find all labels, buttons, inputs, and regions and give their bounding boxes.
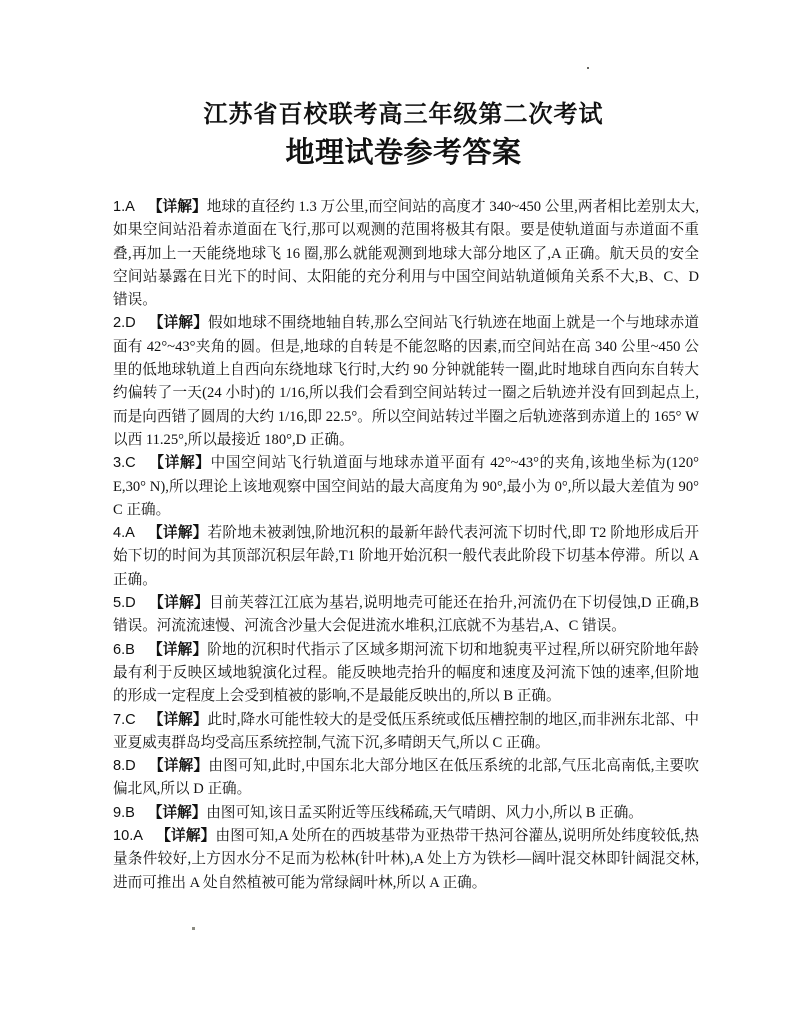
answer-number: 10.A bbox=[113, 828, 144, 845]
answer-number: 2.D bbox=[113, 315, 136, 332]
answer-number: 6.B bbox=[113, 641, 135, 658]
answer-text: 中国空间站飞行轨道面与地球赤道平面有 42°~43°的夹角,该地坐标为(120° E,30° N),所以理论上该地观察中国空间站的最大高度角为 90°,最小为 0°,所以最大差值为 90° C 正确。 bbox=[113, 455, 699, 518]
answer-text: 阶地的沉积时代指示了区域多期河流下切和地貌夷平过程,所以研究阶地年龄最有利于反映区域地貌演化过程。能反映地壳抬升的幅度和速度及河流下蚀的速率,但阶地的形成一定程度上会受到植被的影响,不是最能反映出的,所以 B 正确。 bbox=[113, 641, 699, 705]
answer-text: 目前芙蓉江江底为基岩,说明地壳可能还在抬升,河流仍在下切侵蚀,D 正确,B 错误。河流流速慢、河流含沙量大会促进流水堆积,江底就不为基岩,A、C 错误。 bbox=[113, 595, 699, 635]
answer-key-title: 地理试卷参考答案 bbox=[285, 136, 522, 169]
detail-label: 【详解】 bbox=[147, 525, 208, 542]
answer-number: 1.A bbox=[113, 199, 135, 215]
answer-item-6 bbox=[113, 639, 699, 709]
answer-item-2 bbox=[113, 312, 699, 452]
answer-text: 由图可知,此时,中国东北大部分地区在低压系统的北部,气压北高南低,主要吹偏北风,所以 D 正确。 bbox=[113, 758, 699, 798]
detail-label: 【详解】 bbox=[148, 595, 210, 612]
answer-number: 4.A bbox=[113, 525, 135, 542]
answer-number: 8.D bbox=[113, 758, 136, 775]
detail-label: 【详解】 bbox=[148, 455, 211, 472]
document-header bbox=[0, 0, 807, 171]
detail-label: 【详解】 bbox=[147, 804, 207, 821]
answer-number: 5.D bbox=[113, 595, 136, 612]
scan-artifact-dot bbox=[192, 927, 195, 930]
answer-text: 假如地球不围绕地轴自转,那么空间站飞行轨迹在地面上就是一个与地球赤道面有 42°~43°夹角的圆。但是,地球的自转是不能忽略的因素,而空间站在高 340 公里~450 公里的低地球轨道上自西向东绕地球飞行时,大约 90 分钟就能转一圈,此时地球自西向东自转大约偏转了一天(24 小时)的 1/16,所以我们会看到空间站转过一圈之后轨迹并没有回到起点上,而是向西错了圆周的大约 1/16,即 22.5°。所以空间站转过半圈之后轨迹落到赤道上的 165° W 以西 11.25°,所以最接近 180°,D 正确。 bbox=[113, 315, 699, 448]
answer-text: 由图可知,A 处所在的西坡基带为亚热带干热河谷灌丛,说明所处纬度较低,热量条件较好,上方因水分不足而为松林(针叶林),A 处上方为铁杉—阔叶混交林即针阔混交林,进而可推出 A 处自然植被可能为常绿阔叶林,所以 A 正确。 bbox=[113, 828, 699, 891]
answer-text: 由图可知,该日孟买附近等压线稀疏,天气晴朗、风力小,所以 B 正确。 bbox=[206, 804, 643, 821]
detail-label: 【详解】 bbox=[147, 199, 207, 215]
exam-title: 江苏省百校联考高三年级第二次考试 bbox=[203, 102, 604, 128]
answer-text: 若阶地未被剥蚀,阶地沉积的最新年龄代表河流下切时代,即 T2 阶地形成后开始下切的时间为其顶部沉积层年龄,T1 阶地开始沉积一般代表此阶段下切基本停滞。所以 A 正确。 bbox=[113, 525, 699, 588]
detail-label: 【详解】 bbox=[148, 758, 209, 775]
answer-text: 此时,降水可能性较大的是受低压系统或低压槽控制的地区,而非洲东北部、中亚夏威夷群岛均受高压系统控制,气流下沉,多晴朗天气,所以 C 正确。 bbox=[113, 711, 699, 751]
detail-label: 【详解】 bbox=[156, 828, 216, 845]
detail-label: 【详解】 bbox=[147, 641, 208, 658]
answer-item-1 bbox=[113, 196, 699, 312]
detail-label: 【详解】 bbox=[148, 711, 208, 728]
answer-item-7 bbox=[113, 709, 699, 756]
answer-number: 7.C bbox=[113, 711, 136, 728]
answer-item-10 bbox=[113, 825, 699, 895]
detail-label: 【详解】 bbox=[148, 315, 208, 332]
answer-item-9 bbox=[113, 802, 699, 825]
answer-item-3 bbox=[113, 452, 699, 522]
scan-artifact-dot bbox=[587, 67, 589, 69]
answer-number: 9.B bbox=[113, 804, 135, 821]
answer-item-8 bbox=[113, 755, 699, 802]
answer-text: 地球的直径约 1.3 万公里,而空间站的高度才 340~450 公里,两者相比差别太大,如果空间站沿着赤道面在飞行,那可以观测的范围将极其有限。要是使轨道面与赤道面不重叠,再加上一天能绕地球飞 16 圈,那么就能观测到地球大部分地区了,A 正确。航天员的安全空间站暴露在日光下的时间、太阳能的充分利用与中国空间站轨道倾角关系不大,B、C、D 错误。 bbox=[113, 199, 699, 309]
answer-number: 3.C bbox=[113, 455, 136, 472]
answer-item-5 bbox=[113, 592, 699, 639]
answers-body bbox=[113, 196, 699, 895]
answer-item-4 bbox=[113, 522, 699, 592]
